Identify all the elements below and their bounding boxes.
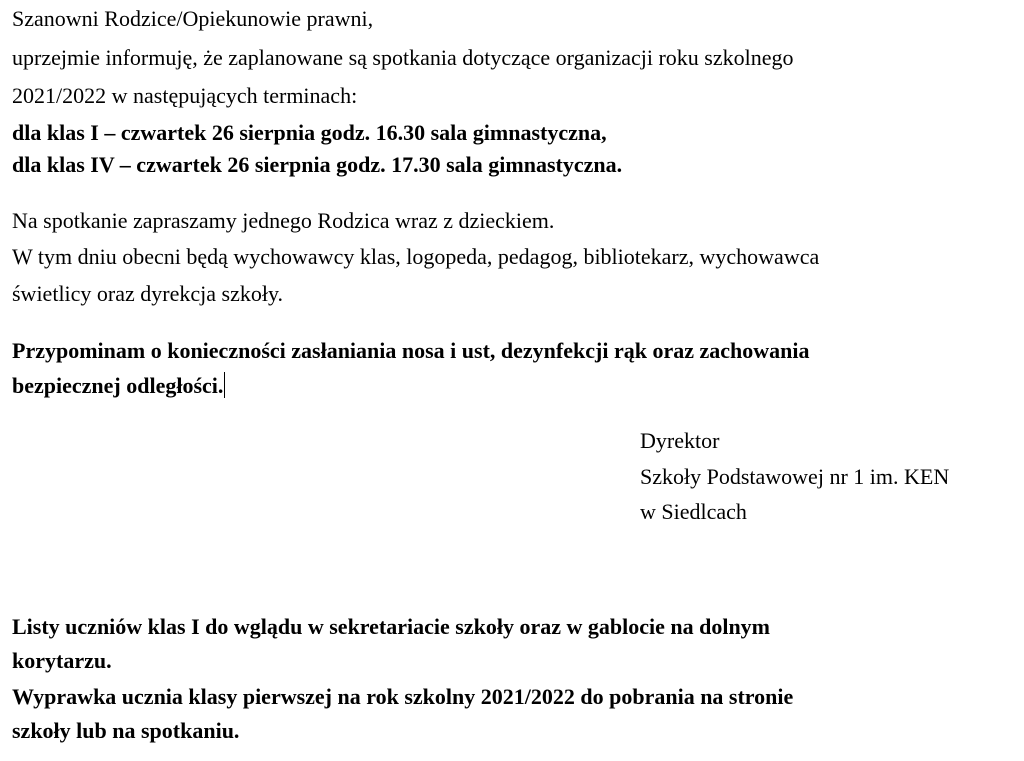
lists-line-1: Listy uczniów klas I do wglądu w sekretariacie szkoły oraz w gablocie na dolnym [12,614,771,639]
intro-line-2: 2021/2022 w następujących terminach: [12,83,358,108]
reminder-line-2-wrap [12,371,225,401]
kit-line-1: Wyprawka ucznia klasy pierwszej na rok szkolny 2021/2022 do pobrania na stronie [12,684,794,709]
meeting-class-1: dla klas I – czwartek 26 sierpnia godz. 16.30 sala gimnastyczna, [12,120,607,145]
text-cursor [224,372,225,398]
kit-line-2: szkoły lub na spotkaniu. [12,718,240,743]
reminder-line-2: bezpiecznej odległości. [12,373,224,398]
invite-line: Na spotkanie zapraszamy jednego Rodzica wraz z dzieckiem. [12,208,555,233]
present-line-2: świetlicy oraz dyrekcja szkoły. [12,281,284,306]
present-line-1: W tym dniu obecni będą wychowawcy klas, logopeda, pedagog, bibliotekarz, wychowawca [12,244,820,269]
signature-city: w Siedlcach [640,499,747,524]
meeting-class-4: dla klas IV – czwartek 26 sierpnia godz. 17.30 sala gimnastyczna. [12,152,623,177]
signature-title: Dyrektor [640,428,720,453]
greeting: Szanowni Rodzice/Opiekunowie prawni, [12,6,374,31]
lists-line-2: korytarzu. [12,648,112,673]
reminder-line-1: Przypominam o konieczności zasłaniania nosa i ust, dezynfekcji rąk oraz zachowania [12,338,810,363]
signature-school: Szkoły Podstawowej nr 1 im. KEN [640,464,950,489]
intro-line-1: uprzejmie informuję, że zaplanowane są spotkania dotyczące organizacji roku szkolnego [12,45,794,70]
document-body[interactable] [12,0,1020,761]
